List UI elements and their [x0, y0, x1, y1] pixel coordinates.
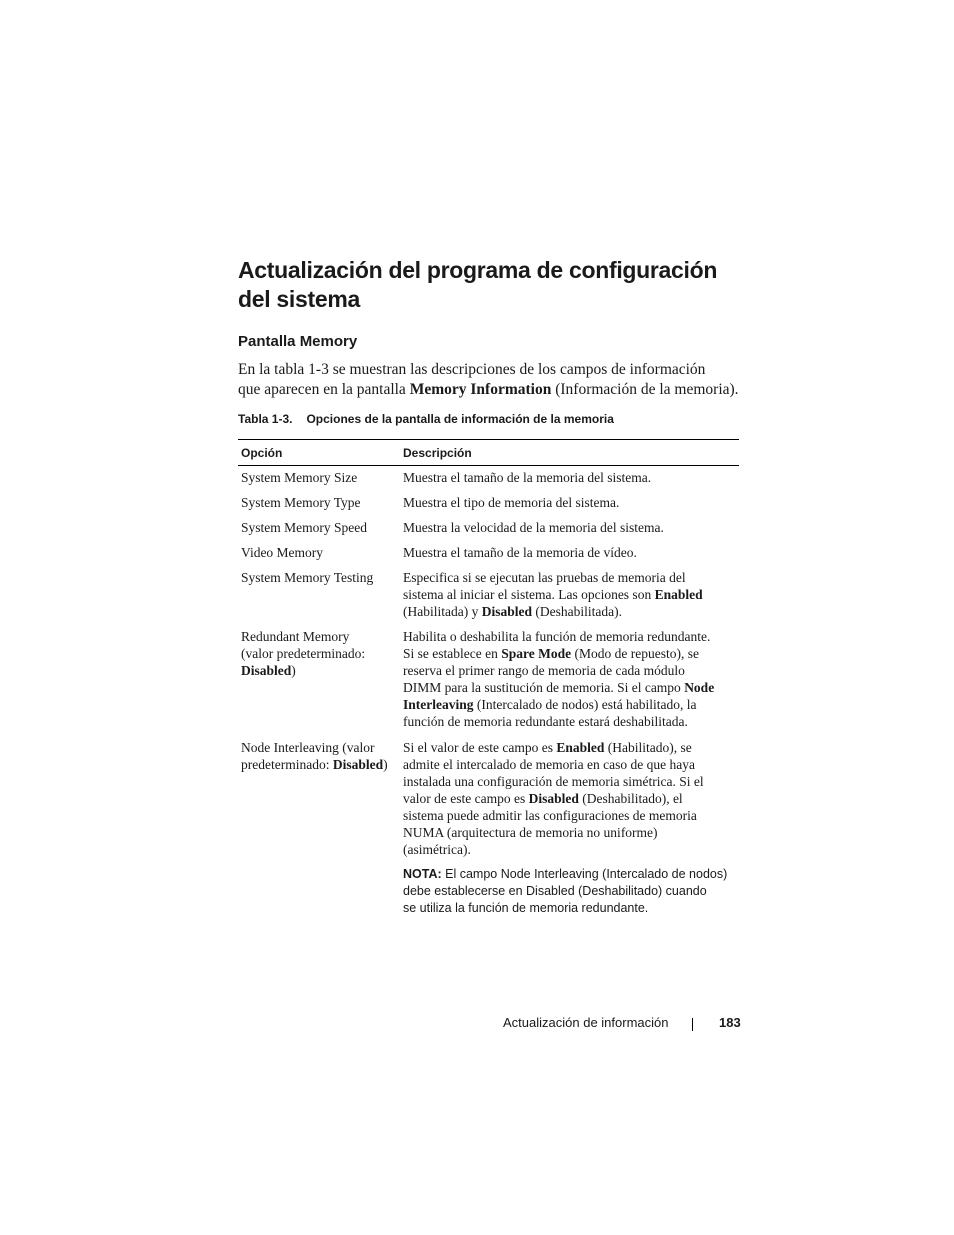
description-cell: Especifica si se ejecutan las pruebas de memoria del sistema al iniciar el sistema. Las opciones son Enabled (Habilitada) y Disabled (Deshabilitada).	[403, 570, 703, 619]
description-cell: Muestra el tipo de memoria del sistema.	[403, 495, 620, 510]
column-header-description: Descripción	[403, 445, 472, 460]
page-title	[238, 256, 758, 314]
description-cell: Muestra la velocidad de la memoria del sistema.	[403, 520, 664, 535]
option-cell: System Memory Speed	[241, 520, 367, 535]
table-row	[238, 469, 739, 494]
memory-options-table	[238, 439, 739, 917]
option-cell: System Memory Type	[241, 495, 361, 510]
page-number: 183	[719, 1015, 741, 1030]
description-cell: Habilita o deshabilita la función de memoria redundante. Si se establece en Spare Mode (Modo de repuesto), se reserva el primer rango de memoria de cada módulo DIMM para la sustitución de memoria. Si el campo Node Interleaving (Intercalado de nodos) está habilitado, la función de memoria redundante estará deshabilitada.	[403, 629, 715, 729]
column-header-option: Opción	[241, 445, 283, 460]
description-cell: Muestra el tamaño de la memoria de vídeo.	[403, 545, 637, 560]
table-row	[238, 494, 739, 519]
table-row	[238, 628, 739, 739]
title-line-2: del sistema	[238, 286, 360, 312]
table-row	[238, 569, 739, 628]
page-footer	[503, 1015, 741, 1030]
table-header-row	[238, 440, 739, 466]
table-caption	[238, 412, 614, 426]
table-caption-title: Opciones de la pantalla de información de la memoria	[306, 412, 614, 426]
table-row	[238, 544, 739, 569]
footer-section-title: Actualización de información	[503, 1015, 669, 1030]
intro-paragraph: En la tabla 1-3 se muestran las descripciones de los campos de información que aparecen en la pantalla Memory Information (Información de la memoria).	[238, 361, 739, 398]
description-cell: Si el valor de este campo es Enabled (Habilitado), se admite el intercalado de memoria en caso de que haya instalada una configuración de memoria simétrica. Si el valor de este campo es Disabled (Deshabilitado), el sistema puede admitir las configuraciones de memoria NUMA (arquitectura de memoria no uniforme) (asimétrica). NOTA: El campo Node Interleaving (Intercalado de nodos) debe establecerse en Disabled (Deshabilitado) cuando se utiliza la función de memoria redundante.	[403, 739, 739, 917]
option-cell: System Memory Testing	[241, 570, 374, 585]
table-row	[238, 519, 739, 544]
table-number: Tabla 1-3.	[238, 412, 293, 426]
title-line-1: Actualización del programa de configuración	[238, 257, 718, 283]
footer-divider	[692, 1018, 693, 1031]
option-cell: System Memory Size	[241, 470, 358, 485]
table-row	[238, 739, 739, 917]
option-cell: Redundant Memory (valor predeterminado: Disabled)	[241, 629, 366, 678]
option-cell: Node Interleaving (valor predeterminado: Disabled)	[241, 740, 388, 772]
description-cell: Muestra el tamaño de la memoria del sistema.	[403, 470, 652, 485]
option-cell: Video Memory	[241, 545, 324, 560]
section-heading: Pantalla Memory	[238, 333, 358, 350]
note-box: NOTA: El campo Node Interleaving (Intercalado de nodos) debe establecerse en Disabled (Deshabilitado) cuando se utiliza la función de memoria redundante.	[403, 867, 728, 915]
note-label: NOTA:	[403, 867, 442, 881]
